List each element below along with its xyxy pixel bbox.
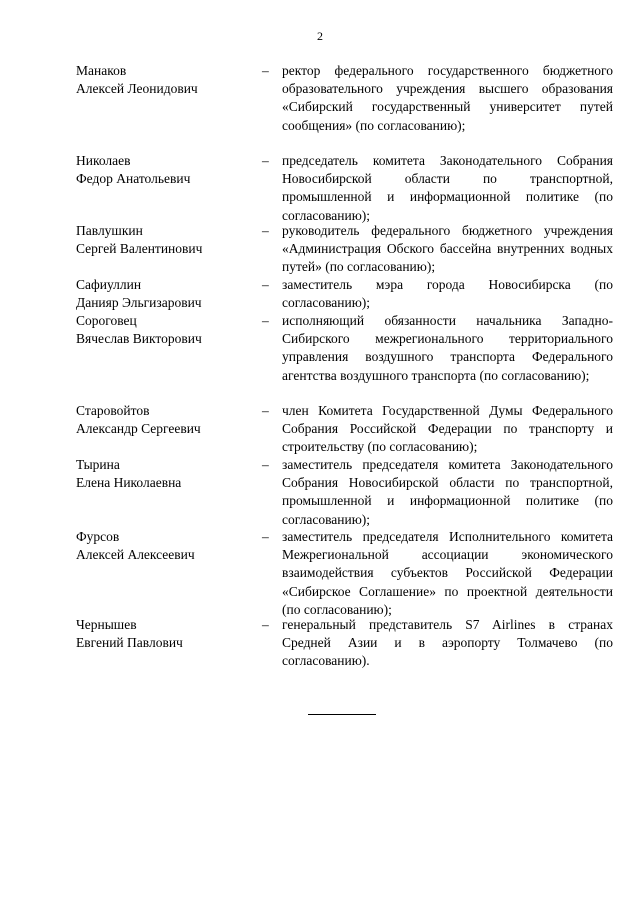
member-surname: Старовойтов <box>76 403 150 418</box>
member-surname: Чернышев <box>76 617 137 632</box>
member-given-names: Алексей Алексеевич <box>76 547 195 563</box>
member-name <box>76 616 262 652</box>
member-surname: Тырина <box>76 457 120 472</box>
member-given-names: Елена Николаевна <box>76 475 182 491</box>
member-surname: Сороговец <box>76 313 137 328</box>
member-role: заместитель председателя комитета Законодательного Собрания Новосибирской области по транспортной, промышленной и информационной политике (по согласованию); <box>282 457 613 527</box>
member-role: заместитель председателя Исполнительного комитета Межрегиональной ассоциации экономического взаимодействия субъектов Российской Федерации «Сибирское Соглашение» по проектной деятельности (по согласованию); <box>282 529 613 617</box>
page-number: 2 <box>317 29 323 43</box>
member-role: член Комитета Государственной Думы Федерального Собрания Российской Федерации по транспорту и строительству (по согласованию); <box>282 403 613 455</box>
member-row <box>76 528 613 616</box>
member-dash: – <box>262 457 269 472</box>
member-dash: – <box>262 153 269 168</box>
end-separator-line <box>308 714 376 715</box>
member-surname: Сафиуллин <box>76 277 142 292</box>
member-surname: Фурсов <box>76 529 120 544</box>
member-dash: – <box>262 313 269 328</box>
member-row <box>76 152 613 222</box>
member-name <box>76 152 262 188</box>
member-given-names: Сергей Валентинович <box>76 241 203 257</box>
member-dash: – <box>262 617 269 632</box>
member-name <box>76 222 262 258</box>
member-name <box>76 62 262 98</box>
member-dash: – <box>262 403 269 418</box>
member-name <box>76 456 262 492</box>
member-dash: – <box>262 223 269 238</box>
member-dash: – <box>262 277 269 292</box>
member-dash: – <box>262 529 269 544</box>
member-given-names: Евгений Павлович <box>76 635 183 651</box>
member-given-names: Вячеслав Викторович <box>76 331 202 347</box>
member-name <box>76 276 262 312</box>
members-list <box>76 62 613 671</box>
member-role: председатель комитета Законодательного Собрания Новосибирской области по транспортной, промышленной и информационной политике (по согласованию); <box>282 153 613 223</box>
member-name <box>76 402 262 438</box>
member-role: заместитель мэра города Новосибирска (по согласованию); <box>282 277 613 311</box>
member-surname: Манаков <box>76 63 127 78</box>
member-row <box>76 62 613 152</box>
member-role: исполняющий обязанности начальника Западно-Сибирского межрегионального территориального управления воздушного транспорта Федерального агентства воздушного транспорта (по согласованию); <box>282 313 613 383</box>
member-row <box>76 312 613 402</box>
member-surname: Николаев <box>76 153 131 168</box>
member-row <box>76 402 613 456</box>
member-name <box>76 312 262 348</box>
member-name <box>76 528 262 564</box>
member-row <box>76 456 613 528</box>
member-dash: – <box>262 63 269 78</box>
member-row <box>76 616 613 671</box>
member-given-names: Алексей Леонидович <box>76 81 198 97</box>
member-surname: Павлушкин <box>76 223 143 238</box>
member-given-names: Александр Сергеевич <box>76 421 201 437</box>
member-given-names: Данияр Эльгизарович <box>76 295 202 311</box>
member-role: руководитель федерального бюджетного учреждения «Администрация Обского бассейна внутренних водных путей» (по согласованию); <box>282 223 613 275</box>
member-role: ректор федерального государственного бюджетного образовательного учреждения высшего образования «Сибирский государственный университет путей сообщения» (по согласованию); <box>282 63 613 133</box>
member-row <box>76 276 613 312</box>
member-role: генеральный представитель S7 Airlines в странах Средней Азии и в аэропорту Толмачево (по согласованию). <box>282 617 613 669</box>
member-row <box>76 222 613 276</box>
member-given-names: Федор Анатольевич <box>76 171 191 187</box>
